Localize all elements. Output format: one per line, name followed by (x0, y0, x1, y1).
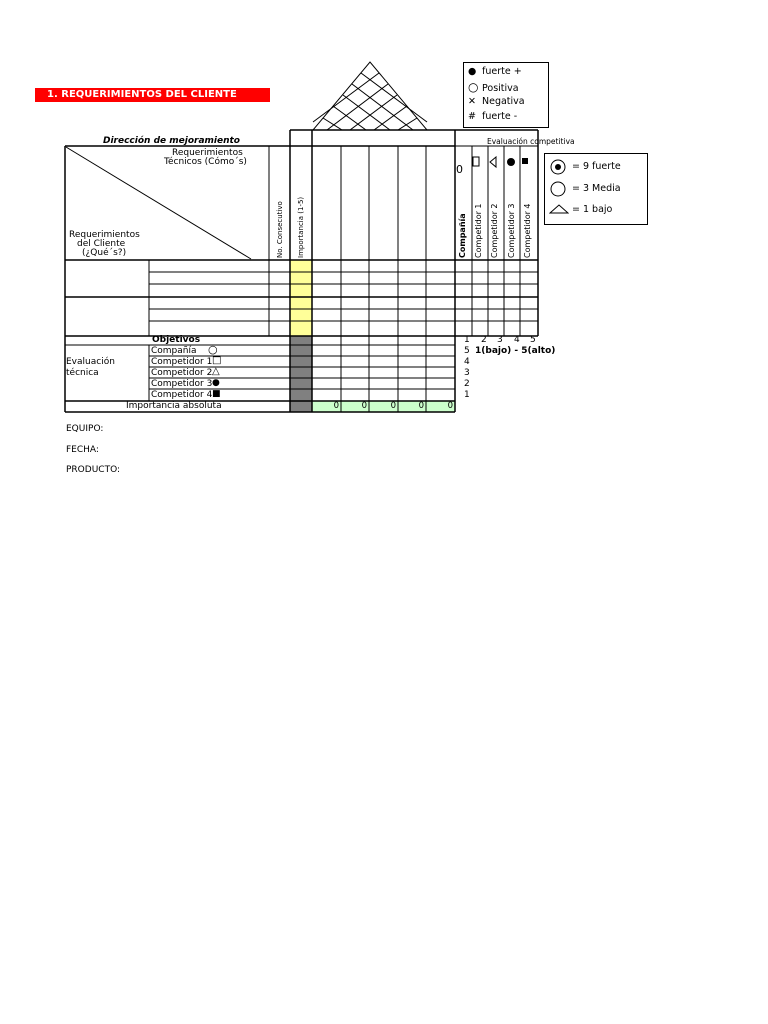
tech-scale-number: 1 (464, 390, 470, 400)
producto-label: PRODUCTO: (66, 465, 121, 475)
scale-number: 2 (481, 335, 487, 345)
eval-col-header: Competidor 1 (474, 203, 483, 258)
strong-negative-icon: # (468, 111, 476, 122)
scale-number: 1 (464, 335, 470, 345)
scale-number: 5 (530, 335, 536, 345)
legend-label: = 3 Media (572, 183, 621, 194)
no-consecutivo-header: No. Consecutivo (276, 201, 284, 258)
legend-label: fuerte - (482, 111, 518, 122)
importancia-header: Importancia (1-5) (297, 196, 305, 258)
eval-col-header: Competidor 2 (490, 203, 499, 258)
tech-req-label: Técnicos (Cómo´s) (164, 157, 247, 167)
tech-eval-label: técnica (66, 368, 99, 378)
tech-req-label: Requerimientos (172, 148, 243, 158)
circle-filled-icon: ● (212, 378, 220, 388)
tech-eval-label: Evaluación (66, 357, 115, 367)
cust-req-label: (¿Qué´s?) (82, 248, 127, 258)
company-mark: 0 (456, 163, 463, 176)
legend-label: Positiva (482, 83, 519, 94)
importancia-absoluta-value: 0 (418, 401, 424, 411)
tech-eval-row: Compañía (151, 346, 197, 356)
negative-icon: ✕ (468, 96, 476, 107)
legend-label: fuerte + (482, 66, 522, 77)
importancia-absoluta-label: Importancia absoluta (126, 401, 222, 411)
scale-caption: 1(bajo) - 5(alto) (475, 346, 556, 356)
tech-eval-row: Competidor 4 (151, 390, 213, 400)
cust-req-label: Requerimientos (69, 230, 140, 240)
objetivos-label: Objetivos (152, 335, 201, 345)
tech-scale-number: 5 (464, 346, 470, 356)
direction-label: Dirección de mejoramiento (103, 136, 240, 146)
importancia-absoluta-value: 0 (447, 401, 453, 411)
tech-scale-number: 2 (464, 379, 470, 389)
scale-number: 3 (497, 335, 503, 345)
legend-label: Negativa (482, 96, 525, 107)
importancia-absoluta-value: 0 (361, 401, 367, 411)
triangle-outline-icon: △ (212, 366, 220, 377)
competitive-eval-label: Evaluación competitiva (487, 137, 575, 146)
eval-col-header: Compañía (458, 213, 467, 258)
strong-positive-icon: ● (468, 66, 477, 77)
positive-icon: ○ (468, 80, 479, 94)
equipo-label: EQUIPO: (66, 424, 104, 434)
tech-eval-row: Competidor 1 (151, 357, 213, 367)
cust-req-label: del Cliente (77, 239, 126, 249)
importancia-absoluta-value: 0 (390, 401, 396, 411)
tech-eval-row: Competidor 2 (151, 368, 213, 378)
tech-eval-row: Competidor 3 (151, 379, 213, 389)
legend-label: = 9 fuerte (572, 161, 621, 172)
square-outline-icon: □ (212, 355, 222, 366)
scale-number: 4 (514, 335, 520, 345)
square-filled-icon: ■ (212, 389, 221, 399)
fecha-label: FECHA: (66, 445, 99, 455)
tech-scale-number: 3 (464, 368, 470, 378)
legend-label: = 1 bajo (572, 204, 613, 215)
circle-outline-icon: ○ (208, 343, 218, 356)
eval-col-header: Competidor 3 (507, 203, 516, 258)
importancia-absoluta-value: 0 (333, 401, 339, 411)
tech-scale-number: 4 (464, 357, 470, 367)
section-title: 1. REQUERIMIENTOS DEL CLIENTE (35, 88, 270, 102)
eval-col-header: Competidor 4 (523, 203, 532, 258)
